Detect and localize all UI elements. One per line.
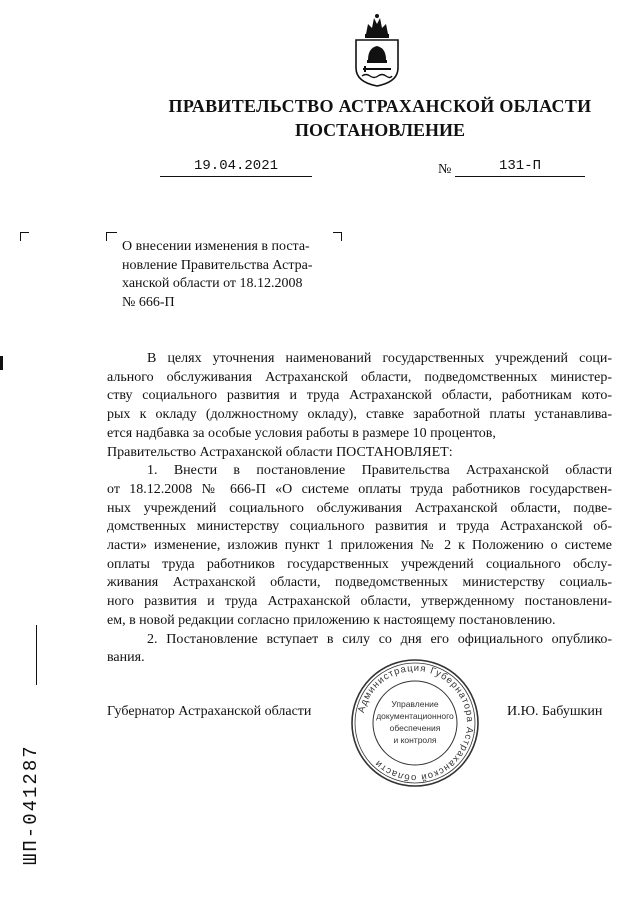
official-stamp [349, 657, 481, 789]
document-date: 19.04.2021 [160, 158, 312, 177]
document-number: 131-П [455, 158, 585, 177]
stamp-center-line: и контроля [393, 735, 437, 745]
body-line: домственных министерству социального развития и труда Астраханской об- [107, 519, 612, 535]
stamp-center-line: обеспечения [389, 723, 441, 733]
number-label: № [438, 162, 452, 177]
body-line: 2. Постановление вступает в силу со дня его официального опублико- [147, 631, 612, 647]
subject-line: ханской области от 18.12.2008 [122, 276, 303, 291]
corner-mark-left [20, 232, 29, 241]
government-title: ПРАВИТЕЛЬСТВО АСТРАХАНСКОЙ ОБЛАСТИ [168, 96, 592, 116]
body-line: В целях уточнения наименований государственных учреждений соци- [147, 351, 612, 366]
signer-name: И.Ю. Бабушкин [507, 704, 603, 719]
body-line: ального обслуживания Астраханской области, подведомственных министер- [107, 369, 612, 385]
edge-mark [0, 356, 3, 370]
body-line: Правительство Астраханской области ПОСТАНОВЛЯЕТ: [107, 444, 453, 460]
corner-mark-subject-left [106, 232, 117, 241]
body-line: ем, в новой редакции согласно приложению к настоящему постановлению. [107, 612, 556, 628]
stamp-center-line: Управление [391, 699, 439, 709]
body-line: ласти» изменение, изложив пункт 1 приложения № 2 к Положению о системе [107, 538, 612, 554]
document-subject [122, 238, 342, 312]
coat-of-arms-emblem [352, 12, 402, 88]
body-line: от 18.12.2008 № 666-П «О системе оплаты труда работников государствен- [107, 481, 612, 497]
subject-line: новление Правительства Астра- [122, 257, 313, 273]
serial-number: ШП-041287 [20, 744, 42, 865]
body-line: ных учреждений социального обслуживания Астраханской области, подве- [107, 500, 612, 516]
body-line: ного развития и труда Астраханской области, утвержденному постановлени- [107, 594, 612, 610]
stamp-ring-text: Администрация Губернатора Астраханской области [356, 662, 476, 784]
document-body [107, 350, 612, 668]
body-line: 1. Внести в постановление Правительства Астраханской области [147, 463, 612, 479]
subject-line: О внесении изменения в поста- [122, 239, 310, 254]
body-line: ству социального развития и труда Астраханской области, работникам кото- [107, 388, 612, 404]
document-type: ПОСТАНОВЛЕНИЕ [294, 120, 466, 140]
body-line: вания. [107, 650, 145, 666]
body-line: рых к окладу (должностному окладу), ставке заработной платы устанавлива- [107, 407, 612, 423]
body-line: живания Астраханской области, подведомственных министерству социаль- [107, 575, 612, 591]
body-line: ется надбавка за особые условия работы в размере 10 процентов, [107, 425, 496, 441]
subject-line: № 666-П [122, 294, 175, 310]
body-line: оплаты труда работников государственных учреждений социального обслу- [107, 556, 612, 572]
margin-line [36, 625, 37, 685]
signer-title: Губернатор Астраханской области [107, 704, 312, 719]
stamp-center-line: документационного [376, 711, 454, 721]
